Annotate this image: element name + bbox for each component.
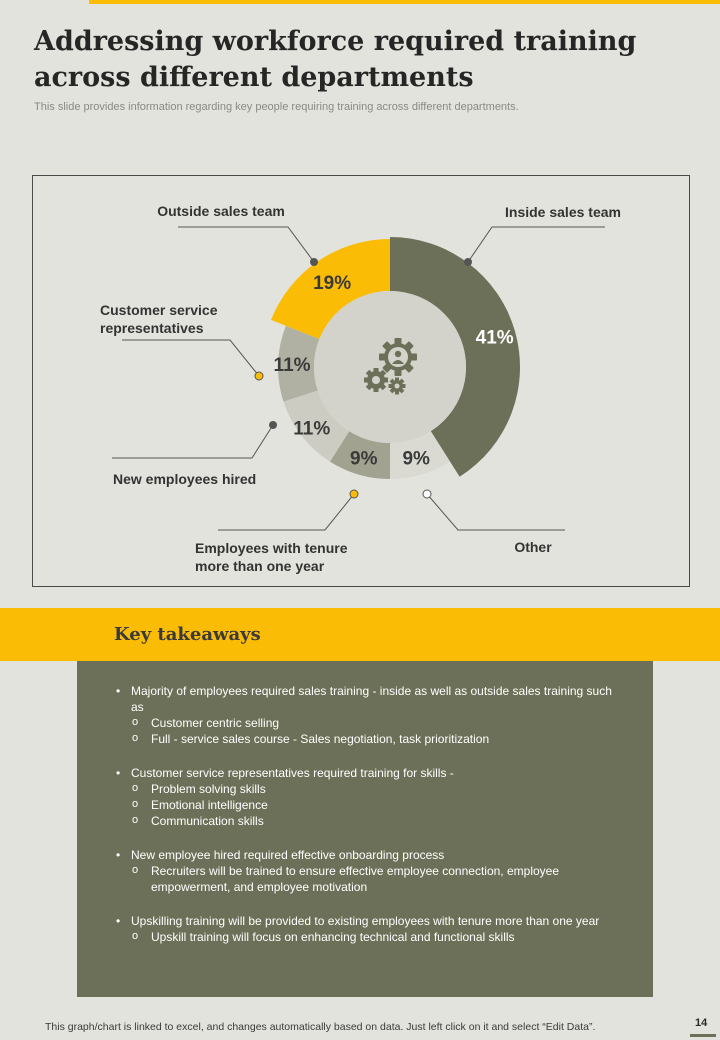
slice-percent-label: 41% [475, 327, 514, 349]
label-customer-service-line1: Customer service [100, 302, 218, 318]
label-new-employees-hired: New employees hired [113, 471, 257, 487]
takeaway-group [115, 913, 613, 945]
takeaway-subitem: o Communication skills [115, 813, 613, 829]
slice-percent-label: 11% [273, 354, 311, 376]
marker-customer-service [255, 372, 263, 380]
slice-percent-label: 19% [313, 272, 352, 294]
label-tenure-line1: Employees with tenure [195, 540, 348, 556]
label-inside-sales-team: Inside sales team [505, 204, 621, 220]
takeaway-subitem: o Problem solving skills [115, 781, 613, 797]
key-takeaways-panel [77, 661, 653, 997]
label-other: Other [514, 539, 552, 555]
takeaway-group [115, 765, 613, 829]
marker-tenure [350, 490, 358, 498]
takeaway-subitem: o Customer centric selling [115, 715, 613, 731]
page-subtitle: This slide provides information regarding key people requiring training across different departments. [34, 101, 519, 113]
slice-percent-label: 9% [350, 448, 378, 470]
takeaway-group [115, 683, 613, 747]
takeaway-bullet: • Customer service representatives required training for skills - [115, 765, 613, 781]
footer-note: This graph/chart is linked to excel, and changes automatically based on data. Just left click on it and select “Edit Data”. [45, 1021, 596, 1033]
takeaway-subitem: o Upskill training will focus on enhancing technical and functional skills [115, 929, 613, 945]
marker-inside-sales [464, 258, 472, 266]
label-outside-sales-team: Outside sales team [157, 203, 285, 219]
marker-outside-sales [310, 258, 318, 266]
slice-percent-label: 11% [293, 418, 331, 440]
takeaway-subitem: o Recruiters will be trained to ensure effective employee connection, employee empowerment, and employee motivation [115, 863, 613, 895]
page-title: Addressing workforce required training across different departments [34, 26, 637, 93]
takeaway-bullet: • Upskilling training will be provided to existing employees with tenure more than one year [115, 913, 613, 929]
label-tenure-line2: more than one year [195, 558, 325, 574]
marker-new-employees [269, 421, 277, 429]
key-takeaways-title: Key takeaways [114, 624, 261, 645]
marker-other [423, 490, 431, 498]
takeaway-subitem: o Emotional intelligence [115, 797, 613, 813]
page-number-bar [690, 1034, 716, 1037]
key-takeaways-banner [0, 608, 720, 661]
slice-percent-label: 9% [402, 448, 430, 470]
page-number: 14 [695, 1017, 708, 1029]
takeaway-bullet: • New employee hired required effective onboarding process [115, 847, 613, 863]
takeaway-group [115, 847, 613, 895]
label-customer-service-line2: representatives [100, 320, 204, 336]
takeaway-bullet: • Majority of employees required sales training - inside as well as outside sales training such as [115, 683, 613, 715]
takeaway-subitem: o Full - service sales course - Sales negotiation, task prioritization [115, 731, 613, 747]
